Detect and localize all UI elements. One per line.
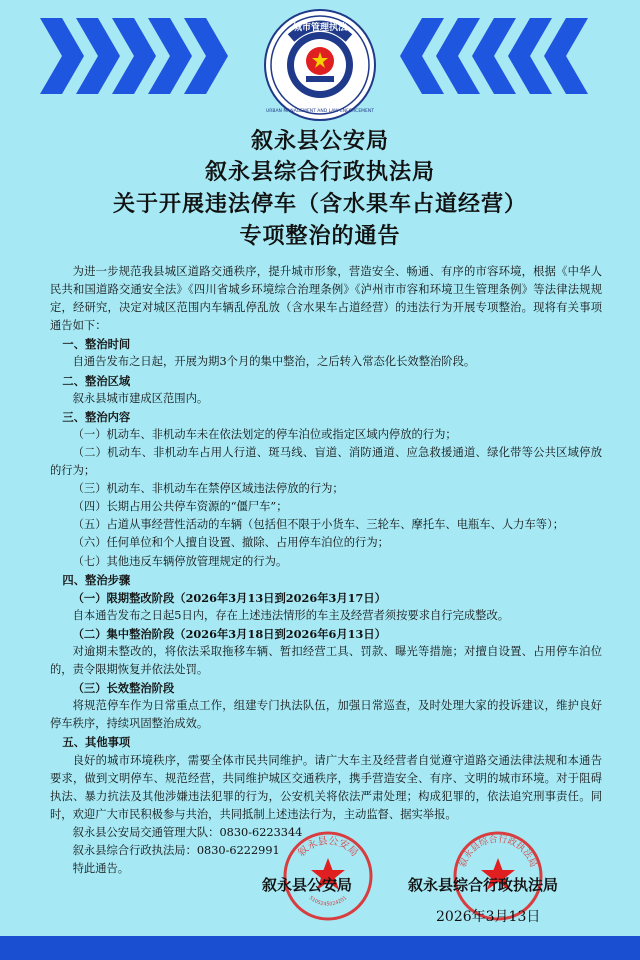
- left-chevrons-decoration: [40, 18, 250, 94]
- section-4-heading: 四、整治步骤: [62, 572, 131, 587]
- notice-date: 2026年3月13日: [436, 909, 541, 925]
- section-2-text: 叙永县城市建成区范围内。: [72, 391, 209, 405]
- notice-body: [50, 263, 602, 878]
- seal-2-text: 叙永县综合行政执法局: [458, 834, 538, 869]
- phase-1-text: 自本通告发布之日起5日内，存在上述违法情形的车主及经营者须按要求自行完成整改。: [72, 608, 510, 622]
- right-chevron-5: [544, 18, 588, 94]
- title-line-4: 专项整治的通告: [239, 223, 401, 249]
- section-1-text: 自通告发布之日起，开展为期3个月的集中整治，之后转入常态化长效整治阶段。: [72, 355, 476, 369]
- phase-2-text: 对逾期未整改的，将依法采取拖移车辆、暂扣经营工具、罚款、曝光等措施；对擅自设置、占用停车泊位的，责令限期恢复并依法处罚。: [50, 644, 602, 677]
- section-3-item: （一）机动车、非机动车未在依法划定的停车泊位或指定区域内停放的行为；: [72, 427, 457, 441]
- right-chevrons-decoration: [400, 18, 610, 94]
- title-line-2: 叙永县综合行政执法局: [204, 159, 435, 185]
- phase-3-heading: （三）长效整治阶段: [72, 681, 175, 696]
- bottom-blue-bar: [0, 936, 640, 960]
- section-3-item: （三）机动车、非机动车在禁停区域违法停放的行为；: [72, 482, 344, 496]
- closing-line: 特此通告。: [72, 862, 130, 876]
- seal-1-code: 5105245024201: [307, 895, 349, 908]
- title-line-3: 关于开展违法停车（含水果车占道经营）: [112, 191, 527, 217]
- section-3-item: （七）其他违反车辆停放管理规定的行为。: [72, 554, 288, 568]
- emblem-top-text: 城市管理执法: [292, 23, 348, 33]
- header-banner: [0, 0, 640, 125]
- contact-law-enforcement: 叙永县综合行政执法局：0830-6222991: [72, 844, 280, 857]
- phase-1-heading: （一）限期整改阶段（2026年3月13日到2026年3月17日）: [72, 590, 386, 605]
- section-1-heading: 一、整治时间: [62, 337, 131, 352]
- signature-law-enforcement-bureau: 叙永县综合行政执法局: [408, 876, 559, 894]
- section-3-heading: 三、整治内容: [62, 409, 131, 424]
- notice-title-block: [0, 126, 640, 252]
- intro-paragraph: 为进一步规范我县城区道路交通秩序，提升城市形象，营造安全、畅通、有序的市容环境，根据《中华人民共和国道路交通安全法》《四川省城乡环境综合治理条例》《泸州市市容和环境卫生管理条例》等法律法规规定，经研究，决定对城区范围内车辆乱停乱放（含水果车占道经营）的违法行为开展专项整治。现将有关事项通告如下：: [50, 265, 602, 333]
- section-3-item: （四）长期占用公共停车资源的“僵尸车”；: [72, 500, 288, 514]
- section-3-item: （五）占道从事经营性活动的车辆（包括但不限于小货车、三轮车、摩托车、电瓶车、人力车等）；: [72, 518, 565, 532]
- seal-1-text: 叙永县公安局: [296, 835, 360, 859]
- phase-3-text: 将规范停车作为日常重点工作，组建专门执法队伍，加强日常巡查，及时处理大家的投诉建议，维护良好停车秩序，持续巩固整治成效。: [50, 699, 602, 731]
- section-2-heading: 二、整治区域: [62, 373, 131, 388]
- section-5-heading: 五、其他事项: [62, 735, 131, 750]
- section-5-text: 良好的城市环境秩序，需要全体市民共同维护。请广大车主及经营者自觉遵守道路交通法律法规和本通告要求，做到文明停车、规范经营，共同维护城区交通秩序，携手营造安全、有序、文明的城市环境。对于阻碍执法、暴力抗法及其他涉嫌违法犯罪的行为，公安机关将依法严肃处理；构成犯罪的，依法追究刑事责任。同时，欢迎广大市民积极参与共治，共同抵制上述违法行为，主动监督、据实举报。: [50, 753, 602, 821]
- section-3-item: （六）任何单位和个人擅自设置、撤除、占用停车泊位的行为；: [72, 536, 389, 550]
- urban-management-emblem-icon: [263, 8, 377, 122]
- emblem-ring-text: URBAN MANAGEMENT AND LAW ENFORCEMENT: [265, 109, 375, 114]
- section-3-item: （二）机动车、非机动车占用人行道、斑马线、盲道、消防通道、应急救援通道、绿化带等公共区域停放的行为；: [50, 445, 602, 478]
- signature-police-bureau: 叙永县公安局: [262, 876, 353, 894]
- title-line-1: 叙永县公安局: [250, 128, 389, 154]
- contact-traffic-police: 叙永县公安局交通管理大队：0830-6223344: [72, 825, 303, 839]
- left-chevron-1: [40, 18, 84, 94]
- svg-text:5105245024201: [308, 895, 348, 907]
- phase-2-heading: （二）集中整治阶段（2026年3月18日到2026年6月13日）: [72, 626, 386, 641]
